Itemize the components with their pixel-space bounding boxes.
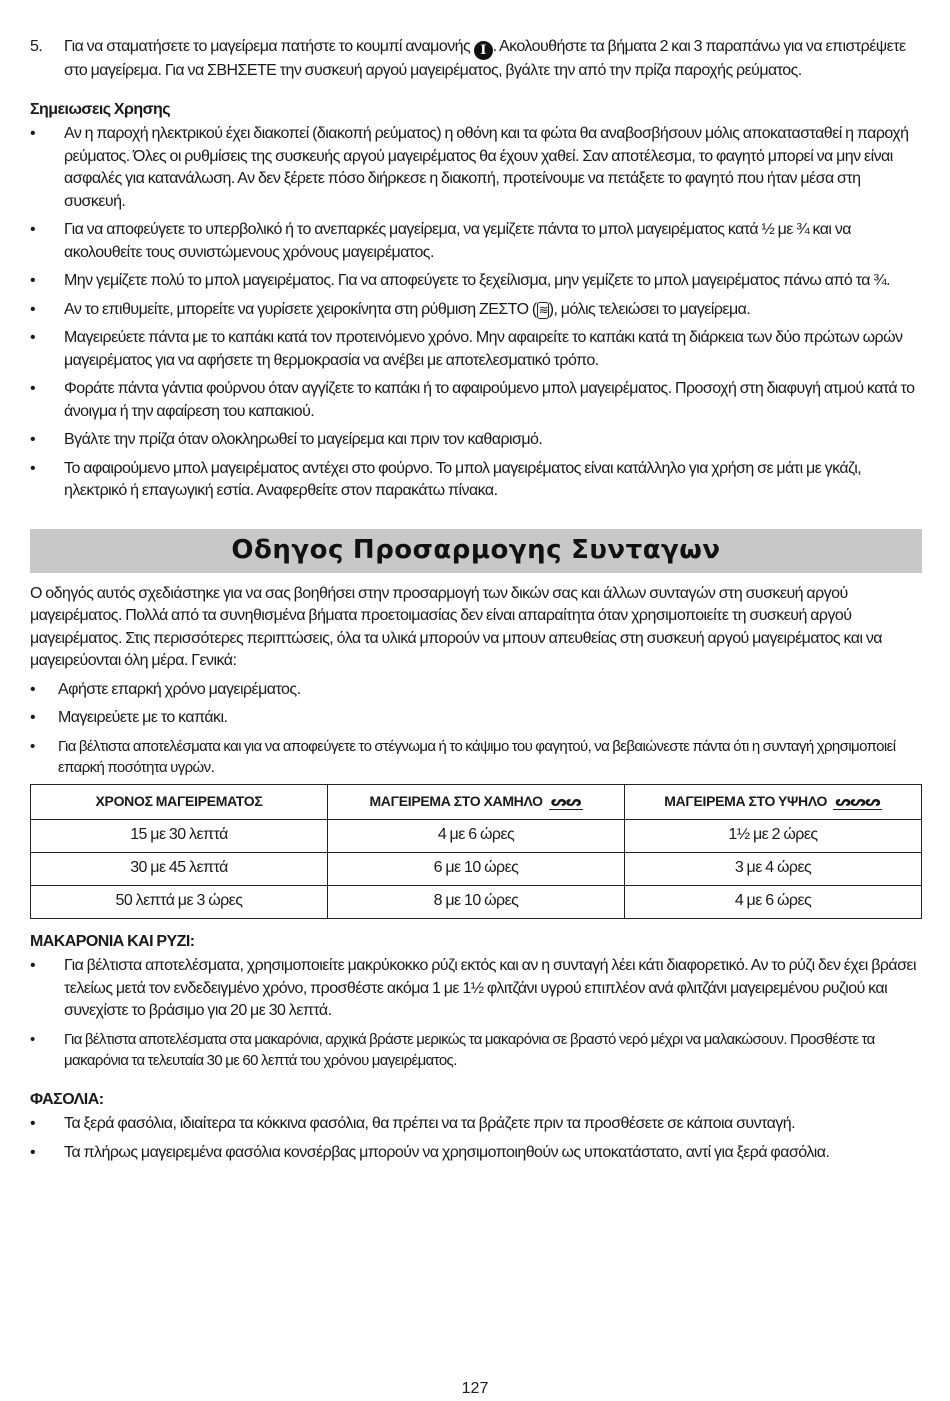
bullet: • bbox=[30, 737, 35, 755]
bullet: • bbox=[30, 957, 36, 974]
usage-notes-heading: Σημειωσεις Χρησης bbox=[30, 100, 171, 118]
beans-item bbox=[30, 1142, 922, 1165]
header-cooking-time bbox=[31, 784, 328, 819]
usage-note-text: Για να αποφεύγετε το υπερβολικό ή το ανεπαρκές μαγείρεμα, να γεμίζετε πάντα το μπολ μαγειρέματος κατά ½ με ¾ και να ακολουθείτε τους συνιστώμενους χρόνους μαγειρέματος. bbox=[64, 221, 851, 261]
beans-item bbox=[30, 1113, 922, 1136]
bullet: • bbox=[30, 221, 36, 238]
warm-setting-icon: ≋ bbox=[538, 302, 547, 317]
bullet: • bbox=[30, 431, 36, 448]
usage-note-item bbox=[30, 123, 922, 213]
warm-note-text-start: Αν το επιθυμείτε, μπορείτε να γυρίσετε χειροκίνητα στη ρύθμιση ΖΕΣΤΟ ( bbox=[64, 300, 537, 318]
bullet: • bbox=[30, 380, 36, 397]
section-title-band bbox=[30, 529, 922, 573]
guide-item bbox=[30, 679, 922, 702]
guide-item-text: Αφήστε επαρκή χρόνο μαγειρέματος. bbox=[58, 680, 301, 698]
bullet: • bbox=[30, 1115, 36, 1132]
bullet: • bbox=[30, 272, 36, 289]
usage-note-item bbox=[30, 378, 922, 423]
step-5-text-end: . Ακολουθήστε τα βήματα 2 και 3 παραπάνω για να επιστρέψετε στο μαγείρεμα. Για να ΣΒΗΣΕΤΕ την συσκευή αργού μαγειρέματος, βγάλτε την από την πρίζα παροχής ρεύματος. bbox=[64, 38, 906, 79]
usage-note-text: Μαγειρεύετε πάντα με το καπάκι κατά τον προτεινόμενο χρόνο. Μην αφαιρείτε το καπάκι κατά τη διάρκεια των δύο πρώτων ωρών μαγειρέματος για να αφήσετε τη θερμοκρασία να ανέβει με αποτελεσματικό τρόπο. bbox=[64, 329, 903, 369]
table-cell: 6 με 10 ώρες bbox=[328, 852, 625, 885]
bullet: • bbox=[30, 329, 36, 346]
bullet: • bbox=[30, 459, 36, 477]
table-header-row bbox=[31, 784, 922, 819]
table-cell: 15 με 30 λεπτά bbox=[31, 819, 328, 852]
pasta-item bbox=[30, 955, 922, 1023]
usage-note-item bbox=[30, 327, 922, 372]
usage-note-item bbox=[30, 429, 922, 452]
usage-note-text: Φοράτε πάντα γάντια φούρνου όταν αγγίζετε το καπάκι ή το αφαιρούμενο μπολ μαγειρέματος. Προσοχή στη διαφυγή ατμού κατά το άνοιγμα ή την αφαίρεση του καπακιού. bbox=[64, 380, 915, 420]
table-cell: 1½ με 2 ώρες bbox=[625, 819, 922, 852]
usage-note-item-warm bbox=[30, 299, 922, 322]
pasta-item-text: Για βέλτιστα αποτελέσματα στα μακαρόνια, αρχικά βράστε μερικώς τα μακαρόνια σε βραστό νερό μέχρι να μαλακώσουν. Προσθέστε τα μακαρόνια τα τελευταία 30 με 60 λεπτά του χρόνου μαγειρέματος. bbox=[64, 1030, 875, 1069]
page-number: 127 bbox=[461, 1380, 489, 1397]
standby-button-icon: I bbox=[474, 41, 493, 60]
step-number: 5. bbox=[30, 38, 43, 55]
section-title: Οδηγος Προσαρμογης Συνταγων bbox=[231, 535, 721, 566]
table-cell: 4 με 6 ώρες bbox=[625, 885, 922, 918]
beans-item-text: Τα ξερά φασόλια, ιδιαίτερα τα κόκκινα φασόλια, θα πρέπει να τα βράζετε πριν τα προσθέσετε σε κάποια συνταγή. bbox=[64, 1115, 796, 1132]
usage-note-item bbox=[30, 270, 922, 293]
cooking-time-table bbox=[30, 784, 922, 919]
table-cell: 3 με 4 ώρες bbox=[625, 852, 922, 885]
usage-note-text: Μην γεμίζετε πολύ το μπολ μαγειρέματος. Για να αποφεύγετε το ξεχείλισμα, μην γεμίζετε το μπολ μαγειρέματος πάνω από τα ¾. bbox=[64, 272, 891, 289]
bullet: • bbox=[30, 680, 36, 698]
header-low bbox=[328, 784, 625, 819]
table-cell: 4 με 6 ώρες bbox=[328, 819, 625, 852]
guide-item-text: Μαγειρεύετε με το καπάκι. bbox=[58, 709, 228, 726]
guide-item bbox=[30, 707, 922, 730]
bullet: • bbox=[30, 300, 36, 318]
usage-note-item bbox=[30, 458, 922, 503]
table-row bbox=[31, 852, 922, 885]
header-label: ΧΡΟΝΟΣ ΜΑΓΕΙΡΕΜΑΤΟΣ bbox=[95, 793, 263, 810]
pasta-item bbox=[30, 1029, 922, 1071]
step-5-text-start: Για να σταματήσετε το μαγείρεμα πατήστε το κουμπί αναμονής bbox=[64, 38, 474, 55]
pasta-item-text: Για βέλτιστα αποτελέσματα, χρησιμοποιείτε μακρύκοκκο ρύζι εκτός και αν η συνταγή λέει κάτι διαφορετικό. Αν το ρύζι δεν έχει βράσει τελείως μετά τον ενδεδειγμένο χρόνο, προσθέστε ακόμα 1 με 1½ φλιτζάνι υγρού επιπλέον ανά φλιτζάνι μαγειρεμένου ρυζιού και συνεχίστε το βράσιμο για 20 με 30 λεπτά. bbox=[64, 957, 917, 1019]
warm-note-text-end: ), μόλις τελειώσει το μαγείρεμα. bbox=[548, 300, 751, 318]
bullet: • bbox=[30, 709, 36, 726]
high-setting-icon: ᔕᔕᔕ bbox=[835, 793, 880, 810]
bullet: • bbox=[30, 1030, 35, 1048]
beans-heading: ΦΑΣΟΛΙΑ: bbox=[30, 1090, 104, 1108]
header-label: ΜΑΓΕΙΡΕΜΑ ΣΤΟ ΧΑΜΗΛΟ bbox=[369, 793, 543, 810]
usage-note-item bbox=[30, 219, 922, 264]
usage-note-text: Βγάλτε την πρίζα όταν ολοκληρωθεί το μαγείρεμα και πριν τον καθαρισμό. bbox=[64, 431, 543, 448]
header-high bbox=[625, 784, 922, 819]
bullet: • bbox=[30, 1143, 36, 1161]
guide-item-liquids bbox=[30, 736, 922, 778]
guide-intro: Ο οδηγός αυτός σχεδιάστηκε για να σας βοηθήσει στην προσαρμογή των δικών σας και άλλων συνταγών στη συσκευή αργού μαγειρέματος. Πολλά από τα συνηθισμένα βήματα προετοιμασίας δεν είναι απαραίτητα όταν χρησιμοποιείτε τη συσκευή αργού μαγειρέματος. Στις περισσότερες περιπτώσεις, όλα τα υλικά μπορούν να μπουν απευθείας στη συσκευή αργού μαγειρέματος και να μαγειρεύονται όλη μέρα. Γενικά: bbox=[30, 584, 882, 669]
guide-item-text: Για βέλτιστα αποτελέσματα και για να αποφεύγετε το στέγνωμα ή το κάψιμο του φαγητού, να βεβαιώνεστε πάντα ότι η συνταγή χρησιμοποιεί επαρκή ποσότητα υγρών. bbox=[58, 737, 896, 776]
table-row bbox=[31, 885, 922, 918]
header-label: ΜΑΓΕΙΡΕΜΑ ΣΤΟ ΥΨΗΛΟ bbox=[664, 793, 828, 810]
table-cell: 50 λεπτά με 3 ώρες bbox=[31, 885, 328, 918]
table-cell: 8 με 10 ώρες bbox=[328, 885, 625, 918]
table-cell: 30 με 45 λεπτά bbox=[31, 852, 328, 885]
manual-page bbox=[30, 36, 922, 1170]
table-row bbox=[31, 819, 922, 852]
bullet: • bbox=[30, 125, 36, 142]
step-5 bbox=[30, 36, 922, 83]
beans-item-text: Τα πλήρως μαγειρεμένα φασόλια κονσέρβας μπορούν να χρησιμοποιηθούν ως υποκατάστατο, αντί για ξερά φασόλια. bbox=[64, 1143, 830, 1161]
usage-note-text: Αν η παροχή ηλεκτρικού έχει διακοπεί (διακοπή ρεύματος) η οθόνη και τα φώτα θα αναβοσβήσουν μόλις αποκατασταθεί η παροχή ρεύματος. Όλες οι ρυθμίσεις της συσκευής αργού μαγειρέματος θα έχουν χαθεί. Σαν αποτέλεσμα, το φαγητό μπορεί να μην είναι ασφαλές για κατανάλωση. Αν δεν ξέρετε πόσο διήρκεσε η διακοπή, προτείνουμε να πετάξετε το φαγητό που ήταν μέσα στη συσκευή. bbox=[64, 125, 909, 210]
usage-note-text: Το αφαιρούμενο μπολ μαγειρέματος αντέχει στο φούρνο. Το μπολ μαγειρέματος είναι κατάλληλο για χρήση σε μάτι με γκάζι, ηλεκτρικό ή επαγωγική εστία. Αναφερθείτε στον παρακάτω πίνακα. bbox=[64, 459, 862, 499]
pasta-rice-heading: ΜΑΚΑΡΟΝΙΑ ΚΑΙ ΡΥΖΙ: bbox=[30, 932, 195, 950]
low-setting-icon: ᔕᔕ bbox=[550, 793, 581, 810]
